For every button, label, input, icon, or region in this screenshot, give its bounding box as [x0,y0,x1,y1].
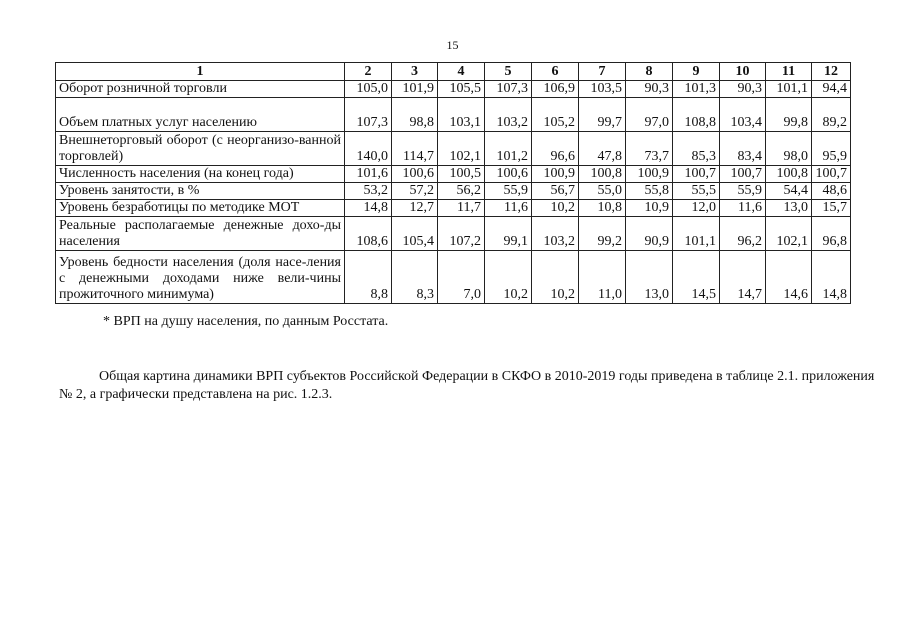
table-cell: 55,5 [673,183,720,200]
table-cell: 85,3 [673,132,720,166]
table-cell: 10,9 [626,200,673,217]
table-cell: 100,7 [812,166,851,183]
row-label: Уровень занятости, в % [56,183,345,200]
table-cell: 54,4 [766,183,812,200]
table-cell: 100,5 [438,166,485,183]
table-cell: 95,9 [812,132,851,166]
table-cell: 107,3 [485,81,532,98]
table-cell: 12,0 [673,200,720,217]
table-cell: 100,9 [626,166,673,183]
table-cell: 101,3 [673,81,720,98]
table-cell: 10,8 [579,200,626,217]
table-cell: 55,8 [626,183,673,200]
table-cell: 107,2 [438,217,485,251]
table-row [56,183,851,200]
table-cell: 103,5 [579,81,626,98]
table-row [56,81,851,98]
table-cell: 48,6 [812,183,851,200]
table-cell: 96,8 [812,217,851,251]
table-cell: 102,1 [438,132,485,166]
table-cell: 83,4 [720,132,766,166]
row-label: Внешнеторговый оборот (с неорганизо-ванной торговлей) [56,132,345,166]
table-cell: 10,2 [485,251,532,304]
table-cell: 100,6 [485,166,532,183]
statistics-table [55,62,851,304]
column-header: 10 [720,63,766,81]
column-header: 8 [626,63,673,81]
table-cell: 101,6 [345,166,392,183]
table-cell: 11,6 [485,200,532,217]
table-cell: 90,3 [720,81,766,98]
table-cell: 103,2 [485,98,532,132]
table-cell: 107,3 [345,98,392,132]
table-cell: 96,2 [720,217,766,251]
table-cell: 108,8 [673,98,720,132]
table-cell: 101,1 [766,81,812,98]
table-cell: 100,6 [392,166,438,183]
table-cell: 105,5 [438,81,485,98]
table-row [56,251,851,304]
table-cell: 47,8 [579,132,626,166]
table-cell: 13,0 [766,200,812,217]
table-cell: 99,1 [485,217,532,251]
table-cell: 12,7 [392,200,438,217]
row-label: Объем платных услуг населению [56,98,345,132]
table-cell: 96,6 [532,132,579,166]
table-cell: 99,7 [579,98,626,132]
column-header: 5 [485,63,532,81]
table-cell: 13,0 [626,251,673,304]
table-cell: 14,8 [345,200,392,217]
column-header: 4 [438,63,485,81]
table-row [56,217,851,251]
table-cell: 140,0 [345,132,392,166]
table-row [56,98,851,132]
table-cell: 103,2 [532,217,579,251]
column-header: 3 [392,63,438,81]
table-cell: 55,9 [720,183,766,200]
footnote: * ВРП на душу населения, по данным Росстата. [103,314,389,329]
table-cell: 108,6 [345,217,392,251]
row-label: Уровень бедности населения (доля насе-ления с денежными доходами ниже вели-чины прожиточного минимума) [56,251,345,304]
column-header: 9 [673,63,720,81]
table-cell: 14,7 [720,251,766,304]
column-header: 1 [56,63,345,81]
table-cell: 14,6 [766,251,812,304]
table-cell: 105,2 [532,98,579,132]
row-label: Численность населения (на конец года) [56,166,345,183]
table-cell: 11,7 [438,200,485,217]
table-cell: 101,1 [673,217,720,251]
column-header: 6 [532,63,579,81]
table-cell: 14,8 [812,251,851,304]
body-paragraph: Общая картина динамики ВРП субъектов Российской Федерации в СКФО в 2010-2019 годы приведена в таблице 2.1. приложения № 2, а графически представлена на рис. 1.2.3. [59,369,875,402]
table-cell: 8,8 [345,251,392,304]
table-cell: 89,2 [812,98,851,132]
table-cell: 105,4 [392,217,438,251]
table-cell: 56,7 [532,183,579,200]
table-cell: 100,7 [720,166,766,183]
table-cell: 15,7 [812,200,851,217]
table-cell: 53,2 [345,183,392,200]
row-label: Уровень безработицы по методике МОТ [56,200,345,217]
table-cell: 11,0 [579,251,626,304]
table-cell: 98,8 [392,98,438,132]
table-cell: 14,5 [673,251,720,304]
table-cell: 100,7 [673,166,720,183]
table-row [56,132,851,166]
table-cell: 90,9 [626,217,673,251]
table-cell: 73,7 [626,132,673,166]
table-cell: 103,1 [438,98,485,132]
row-label: Реальные располагаемые денежные дохо-ды населения [56,217,345,251]
table-cell: 97,0 [626,98,673,132]
table-cell: 100,8 [579,166,626,183]
table-cell: 100,9 [532,166,579,183]
table-cell: 56,2 [438,183,485,200]
table-cell: 102,1 [766,217,812,251]
table-cell: 11,6 [720,200,766,217]
table-cell: 101,9 [392,81,438,98]
row-label: Оборот розничной торговли [56,81,345,98]
table-cell: 90,3 [626,81,673,98]
column-header: 7 [579,63,626,81]
table-row [56,200,851,217]
column-header: 2 [345,63,392,81]
column-header: 11 [766,63,812,81]
table-cell: 105,0 [345,81,392,98]
table-cell: 106,9 [532,81,579,98]
table-cell: 99,2 [579,217,626,251]
table-cell: 114,7 [392,132,438,166]
table-cell: 8,3 [392,251,438,304]
table-row [56,166,851,183]
table-cell: 10,2 [532,251,579,304]
table-cell: 55,0 [579,183,626,200]
table-header-row [56,63,851,81]
table-cell: 7,0 [438,251,485,304]
table-cell: 101,2 [485,132,532,166]
table-cell: 100,8 [766,166,812,183]
table-cell: 98,0 [766,132,812,166]
table-cell: 99,8 [766,98,812,132]
column-header: 12 [812,63,851,81]
table-cell: 57,2 [392,183,438,200]
table-cell: 55,9 [485,183,532,200]
table-cell: 103,4 [720,98,766,132]
table-cell: 10,2 [532,200,579,217]
table-cell: 94,4 [812,81,851,98]
page-number: 15 [446,38,459,52]
